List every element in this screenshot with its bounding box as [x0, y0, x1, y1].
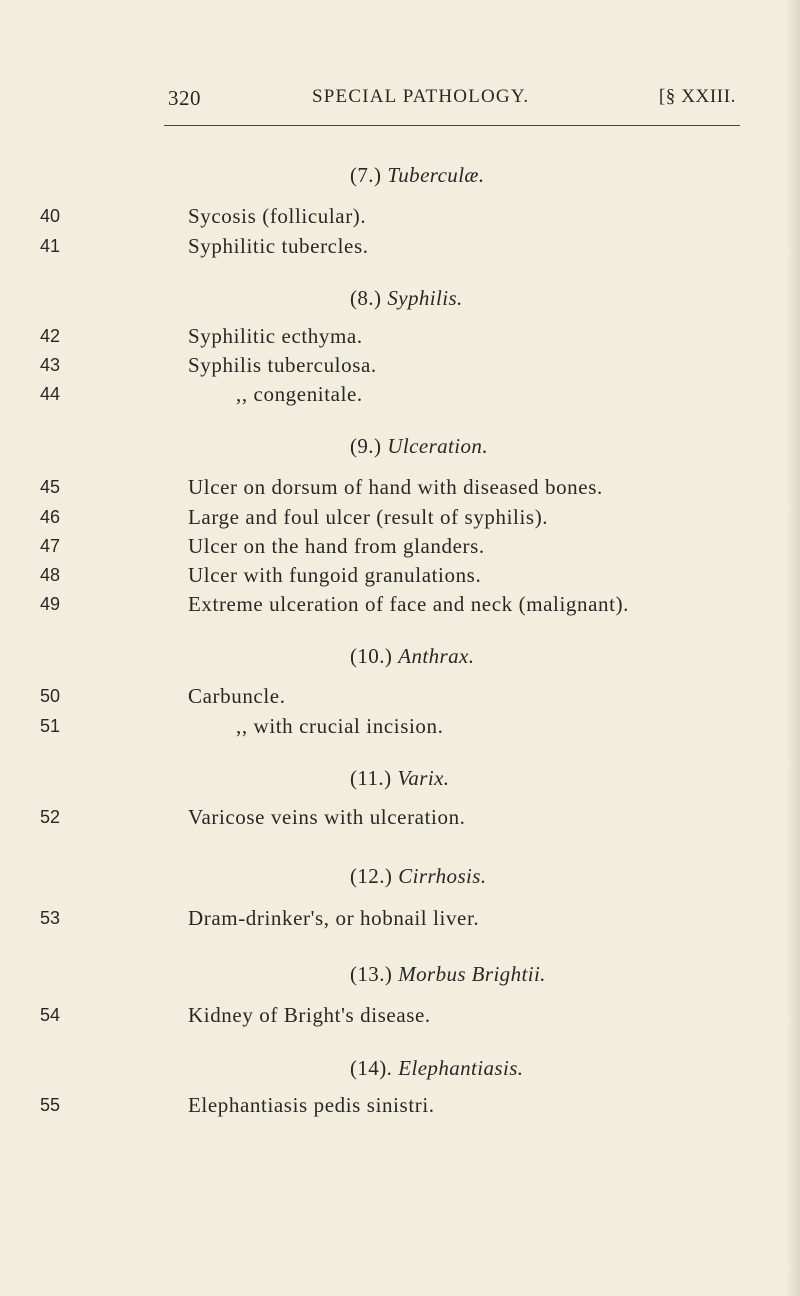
section-title: Syphilis. — [387, 286, 463, 310]
page-number: 320 — [168, 86, 201, 110]
section-marker: [§ XXIII. — [658, 86, 736, 107]
entry-number: 48 — [40, 565, 61, 585]
entry-text: ,, with crucial incision. — [236, 714, 444, 738]
section-title: Elephantiasis. — [398, 1056, 524, 1080]
entry-number: 44 — [40, 384, 61, 404]
entry-number: 55 — [40, 1095, 61, 1115]
entry-number: 49 — [40, 594, 61, 614]
section-heading-tuberculae — [350, 163, 485, 188]
entry-number: 40 — [40, 206, 61, 226]
running-title: SPECIAL PATHOLOGY. — [312, 86, 530, 107]
section-title: Anthrax. — [398, 644, 475, 668]
entry-text: Varicose veins with ulceration. — [188, 805, 466, 829]
catalogue-entry — [0, 681, 800, 711]
catalogue-entry — [0, 350, 800, 380]
entry-text: Syphilitic tubercles. — [188, 234, 369, 258]
section-title: Varix. — [397, 766, 450, 790]
catalogue-entry — [0, 1090, 800, 1120]
section-number: (9.) — [350, 434, 382, 458]
entry-text: ,, congenitale. — [236, 382, 363, 406]
section-heading-ulceration — [350, 434, 488, 459]
entry-text: Kidney of Bright's disease. — [188, 1003, 431, 1027]
entry-text: Extreme ulceration of face and neck (malignant). — [188, 592, 630, 616]
catalogue-entry — [0, 903, 800, 933]
entry-text: Large and foul ulcer (result of syphilis). — [188, 505, 549, 529]
catalogue-entry — [0, 560, 800, 590]
section-title: Cirrhosis. — [398, 864, 487, 888]
catalogue-entry — [0, 321, 800, 351]
header-rule — [164, 125, 740, 126]
entry-text: Syphilitic ecthyma. — [188, 324, 363, 348]
entry-number: 46 — [40, 507, 61, 527]
section-number: (8.) — [350, 286, 382, 310]
entry-number: 52 — [40, 807, 61, 827]
section-title: Ulceration. — [387, 434, 488, 458]
entry-text: Dram-drinker's, or hobnail liver. — [188, 906, 480, 930]
section-title: Morbus Brightii. — [398, 962, 546, 986]
running-head — [168, 86, 736, 116]
catalogue-entry — [0, 231, 800, 261]
entry-number: 47 — [40, 536, 61, 556]
catalogue-entry — [0, 379, 800, 409]
entry-number: 51 — [40, 716, 61, 736]
section-heading-varix — [350, 766, 449, 791]
section-heading-cirrhosis — [350, 864, 487, 889]
entry-number: 54 — [40, 1005, 61, 1025]
section-number: (10.) — [350, 644, 393, 668]
entry-number: 43 — [40, 355, 61, 375]
entry-number: 45 — [40, 477, 61, 497]
entry-number: 50 — [40, 686, 61, 706]
catalogue-entry — [0, 502, 800, 532]
entry-number: 41 — [40, 236, 61, 256]
section-number: (13.) — [350, 962, 393, 986]
entry-text: Ulcer on the hand from glanders. — [188, 534, 485, 558]
catalogue-entry — [0, 531, 800, 561]
entry-text: Sycosis (follicular). — [188, 204, 367, 228]
entry-text: Ulcer with fungoid granulations. — [188, 563, 482, 587]
catalogue-entry — [0, 802, 800, 832]
catalogue-entry — [0, 1000, 800, 1030]
entry-number: 53 — [40, 908, 61, 928]
section-number: (11.) — [350, 766, 392, 790]
entry-text: Carbuncle. — [188, 684, 286, 708]
entry-text: Ulcer on dorsum of hand with diseased bones. — [188, 475, 603, 499]
catalogue-entry — [0, 472, 800, 502]
catalogue-entry — [0, 711, 800, 741]
section-heading-morbus-brightii — [350, 962, 546, 987]
catalogue-entry — [0, 589, 800, 619]
section-title: Tuberculæ. — [387, 163, 485, 187]
catalogue-entry — [0, 201, 800, 231]
section-heading-anthrax — [350, 644, 474, 669]
section-number: (12.) — [350, 864, 393, 888]
entry-text: Syphilis tuberculosa. — [188, 353, 377, 377]
entry-text: Elephantiasis pedis sinistri. — [188, 1093, 435, 1117]
section-number: (14). — [350, 1056, 393, 1080]
entry-number: 42 — [40, 326, 61, 346]
section-heading-syphilis — [350, 286, 463, 311]
section-number: (7.) — [350, 163, 382, 187]
section-heading-elephantiasis — [350, 1056, 523, 1081]
